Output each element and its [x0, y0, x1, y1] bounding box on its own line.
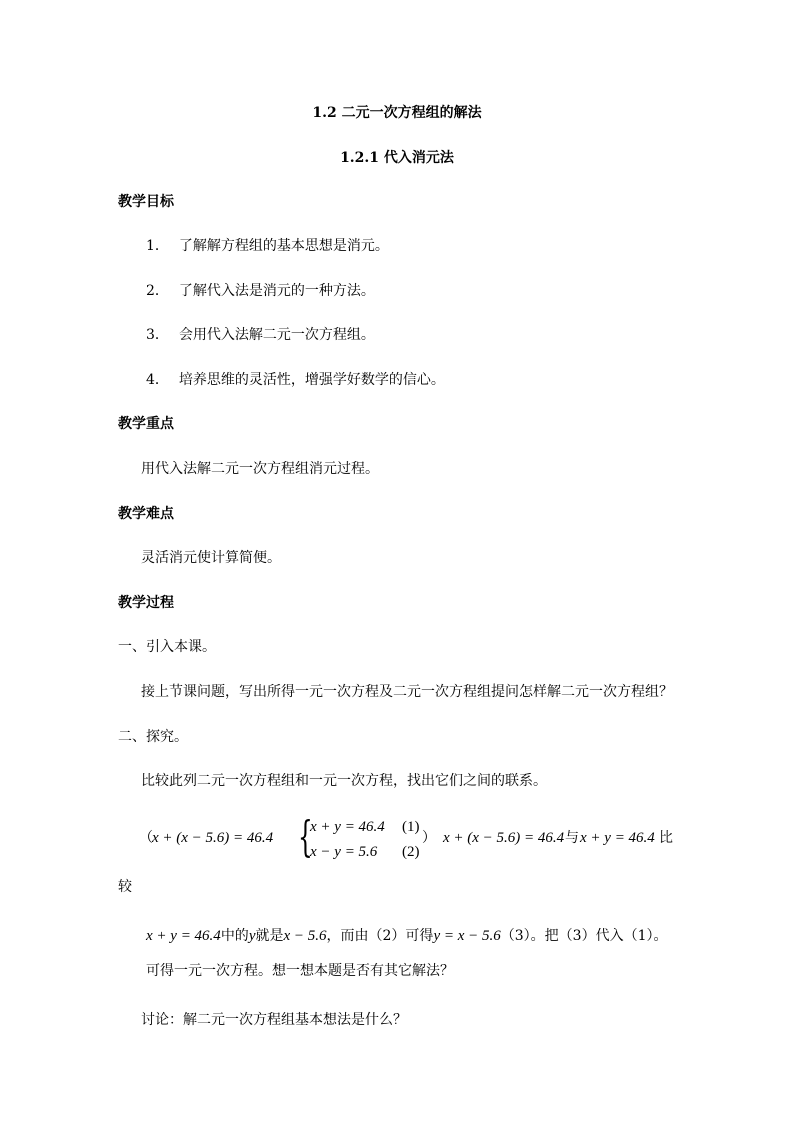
goal-text: 培养思维的灵活性，增强学好数学的信心。 [178, 372, 445, 388]
goal-text: 了解解方程组的基本思想是消元。 [178, 238, 389, 254]
step2-text: 比较此列二元一次方程组和一元一次方程，找出它们之间的联系。 [141, 773, 547, 789]
step1-heading: 一、引入本课。 [118, 639, 216, 655]
close-paren: ） [422, 830, 436, 846]
step2-heading: 二、探究。 [118, 729, 188, 745]
goal-item [146, 236, 389, 256]
expr-inline: x − 5.6 [283, 928, 327, 944]
single-equation: x + (x − 5.6) = 46.4 [152, 830, 274, 846]
system-equation-1: x + y = 46.4 [310, 819, 385, 835]
goal-text: 会用代入法解二元一次方程组。 [178, 327, 375, 343]
eq-inline: x + y = 46.4 [146, 928, 221, 944]
step1-text: 接上节课问题，写出所得一元一次方程及二元一次方程组提问怎样解二元一次方程组？ [141, 684, 673, 700]
system-brace: { [298, 812, 313, 861]
goal-item [146, 281, 375, 301]
text-1: ，而由（2）可得 [326, 928, 434, 944]
goal-number: 4． [146, 372, 169, 388]
compare-equation-a: x + (x − 5.6) = 46.4 [443, 830, 565, 846]
system-equation-2-label: (2) [402, 844, 420, 860]
goal-number: 1． [146, 238, 169, 254]
compare-tail: 比 [659, 830, 673, 846]
difficulty-text: 灵活消元使计算简便。 [141, 550, 281, 566]
substitution-line [146, 926, 667, 946]
open-paren: （ [139, 830, 153, 846]
wrap-word: 较 [118, 879, 132, 895]
text-is: 就是 [255, 928, 284, 944]
system-equation-1-label: (1) [402, 819, 420, 835]
discussion-text: 讨论：解二元一次方程组基本想法是什么？ [141, 1012, 407, 1028]
section-heading-difficulty: 教学难点 [118, 506, 174, 522]
page-title: 1.2 二元一次方程组的解法 [312, 105, 482, 121]
section-heading-goals: 教学目标 [118, 194, 174, 210]
expr2-inline: y = x − 5.6 [433, 928, 501, 944]
step2-line-b: 可得一元一次方程。想一想本题是否有其它解法？ [146, 963, 454, 979]
text-2: （3）。把（3）代入（1）。 [500, 928, 668, 944]
var-y: y [248, 928, 256, 944]
text-mid: 中的 [220, 928, 249, 944]
section-heading-key: 教学重点 [118, 416, 174, 432]
compare-equation-b: x + y = 46.4 [580, 830, 655, 846]
section-heading-process: 教学过程 [118, 595, 174, 611]
goal-number: 3． [146, 327, 169, 343]
page-subtitle: 1.2.1 代入消元法 [340, 150, 454, 166]
compare-word: 与 [565, 830, 579, 846]
goal-item [146, 325, 375, 345]
goal-text: 了解代入法是消元的一种方法。 [178, 283, 375, 299]
key-point-text: 用代入法解二元一次方程组消元过程。 [141, 461, 379, 477]
system-equation-2: x − y = 5.6 [310, 844, 378, 860]
goal-number: 2． [146, 283, 169, 299]
goal-item [146, 370, 445, 390]
